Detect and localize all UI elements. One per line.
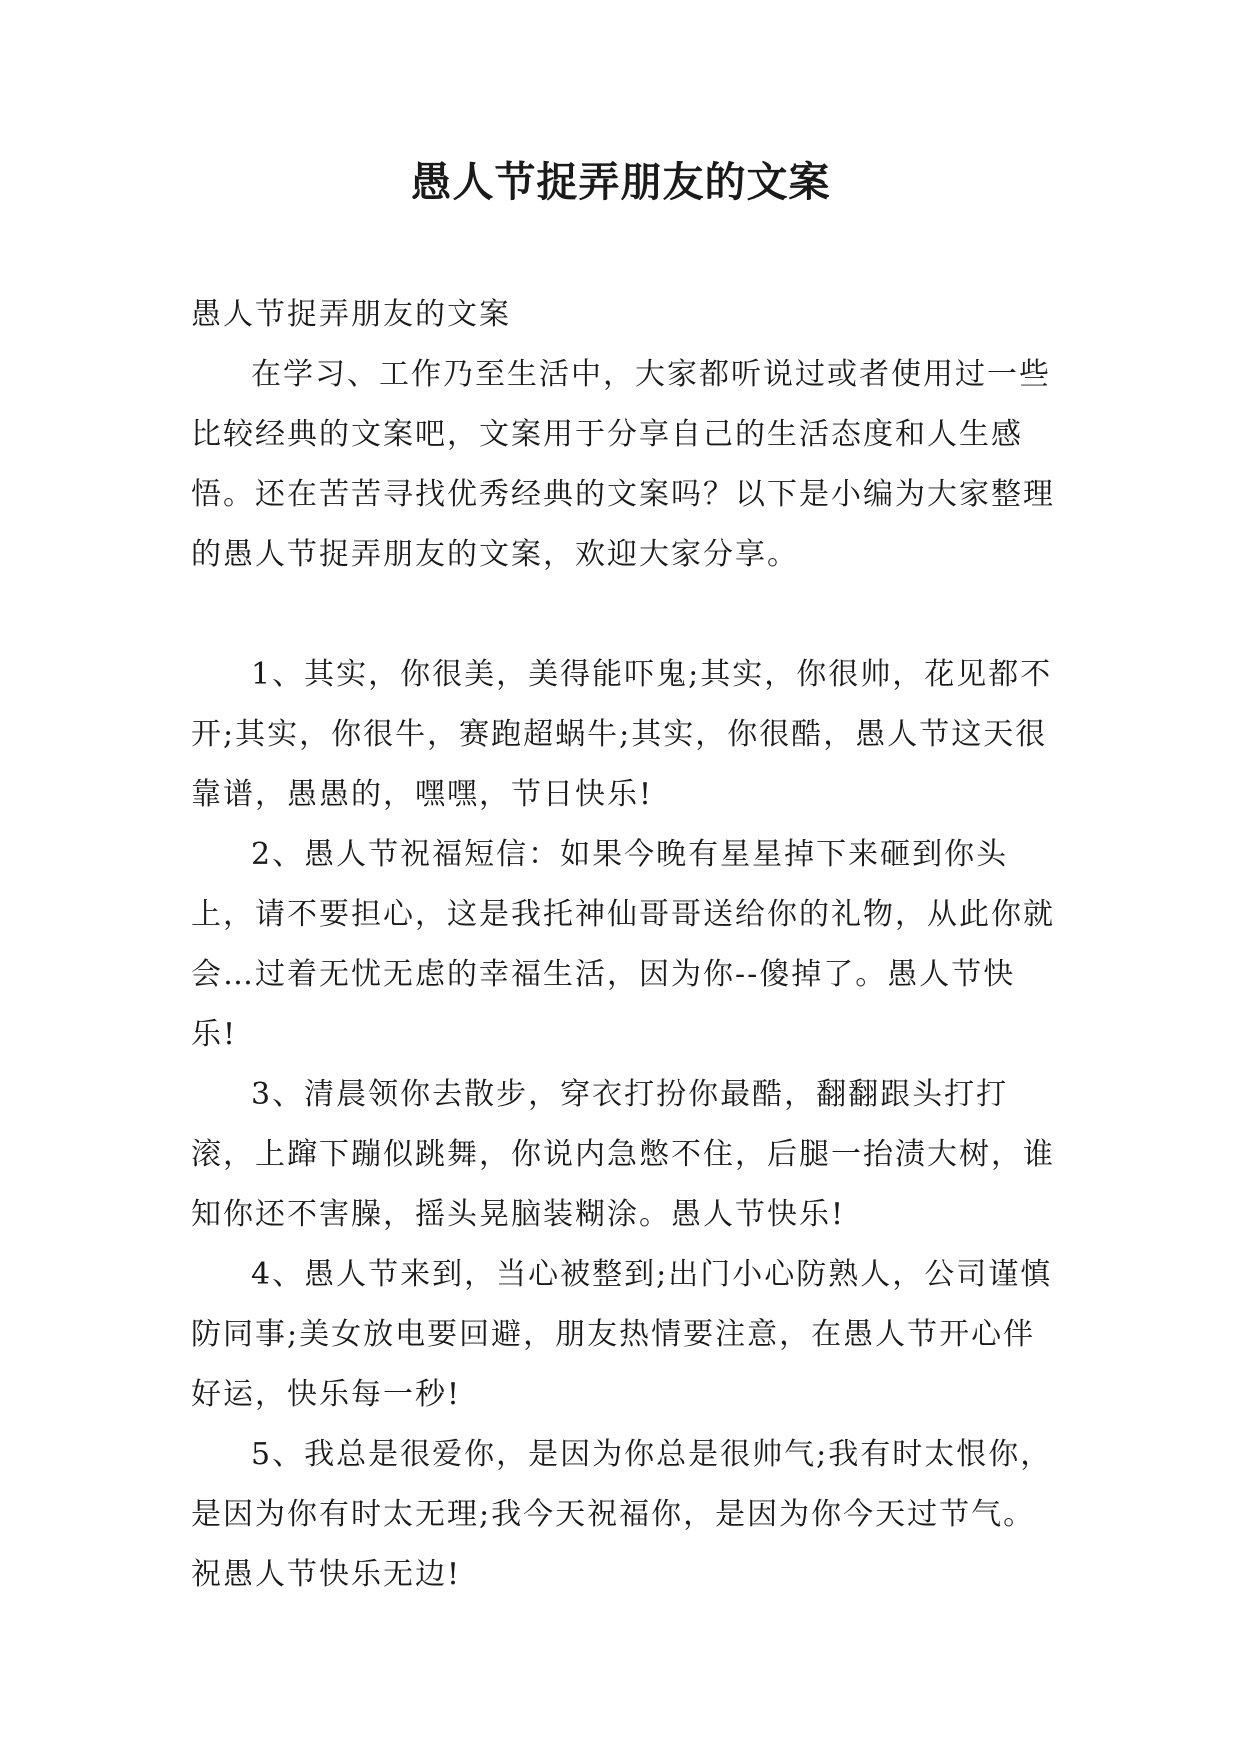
list-item: 5、我总是很爱你，是因为你总是很帅气;我有时太恨你，是因为你有时太无理;我今天祝福你，是因为你今天过节气。祝愚人节快乐无边!: [191, 1437, 1053, 1592]
list-item: 2、愚人节祝福短信：如果今晚有星星掉下来砸到你头上，请不要担心，这是我托神仙哥哥送给你的礼物，从此你就会…过着无忧无虑的幸福生活，因为你--傻掉了。愚人节快乐!: [191, 837, 1055, 1052]
list-item: 4、愚人节来到，当心被整到;出门小心防熟人，公司谨慎防同事;美女放电要回避，朋友热情要注意，在愚人节开心伴好运，快乐每一秒!: [191, 1257, 1053, 1412]
list-item: 1、其实，你很美，美得能吓鬼;其实，你很帅，花见都不开;其实，你很牛，赛跑超蜗牛;其实，你很酷，愚人节这天很靠谱，愚愚的，嘿嘿，节日快乐!: [191, 657, 1053, 812]
paragraph-gap: [191, 585, 1061, 645]
document-title: 愚人节捉弄朋友的文案: [410, 158, 831, 206]
list-item: 3、清晨领你去散步，穿衣打扮你最酷，翻翻跟头打打滚，上蹿下蹦似跳舞，你说内急憋不住，后腿一抬渍大树，谁知你还不害臊，摇头晃脑装糊涂。愚人节快乐!: [191, 1077, 1055, 1232]
document-body: [191, 285, 1061, 1605]
intro-paragraph: 在学习、工作乃至生活中，大家都听说过或者使用过一些比较经典的文案吧，文案用于分享自己的生活态度和人生感悟。还在苦苦寻找优秀经典的文案吗？以下是小编为大家整理的愚人节捉弄朋友的文案，欢迎大家分享。: [191, 357, 1055, 572]
document-subtitle: 愚人节捉弄朋友的文案: [191, 297, 511, 332]
